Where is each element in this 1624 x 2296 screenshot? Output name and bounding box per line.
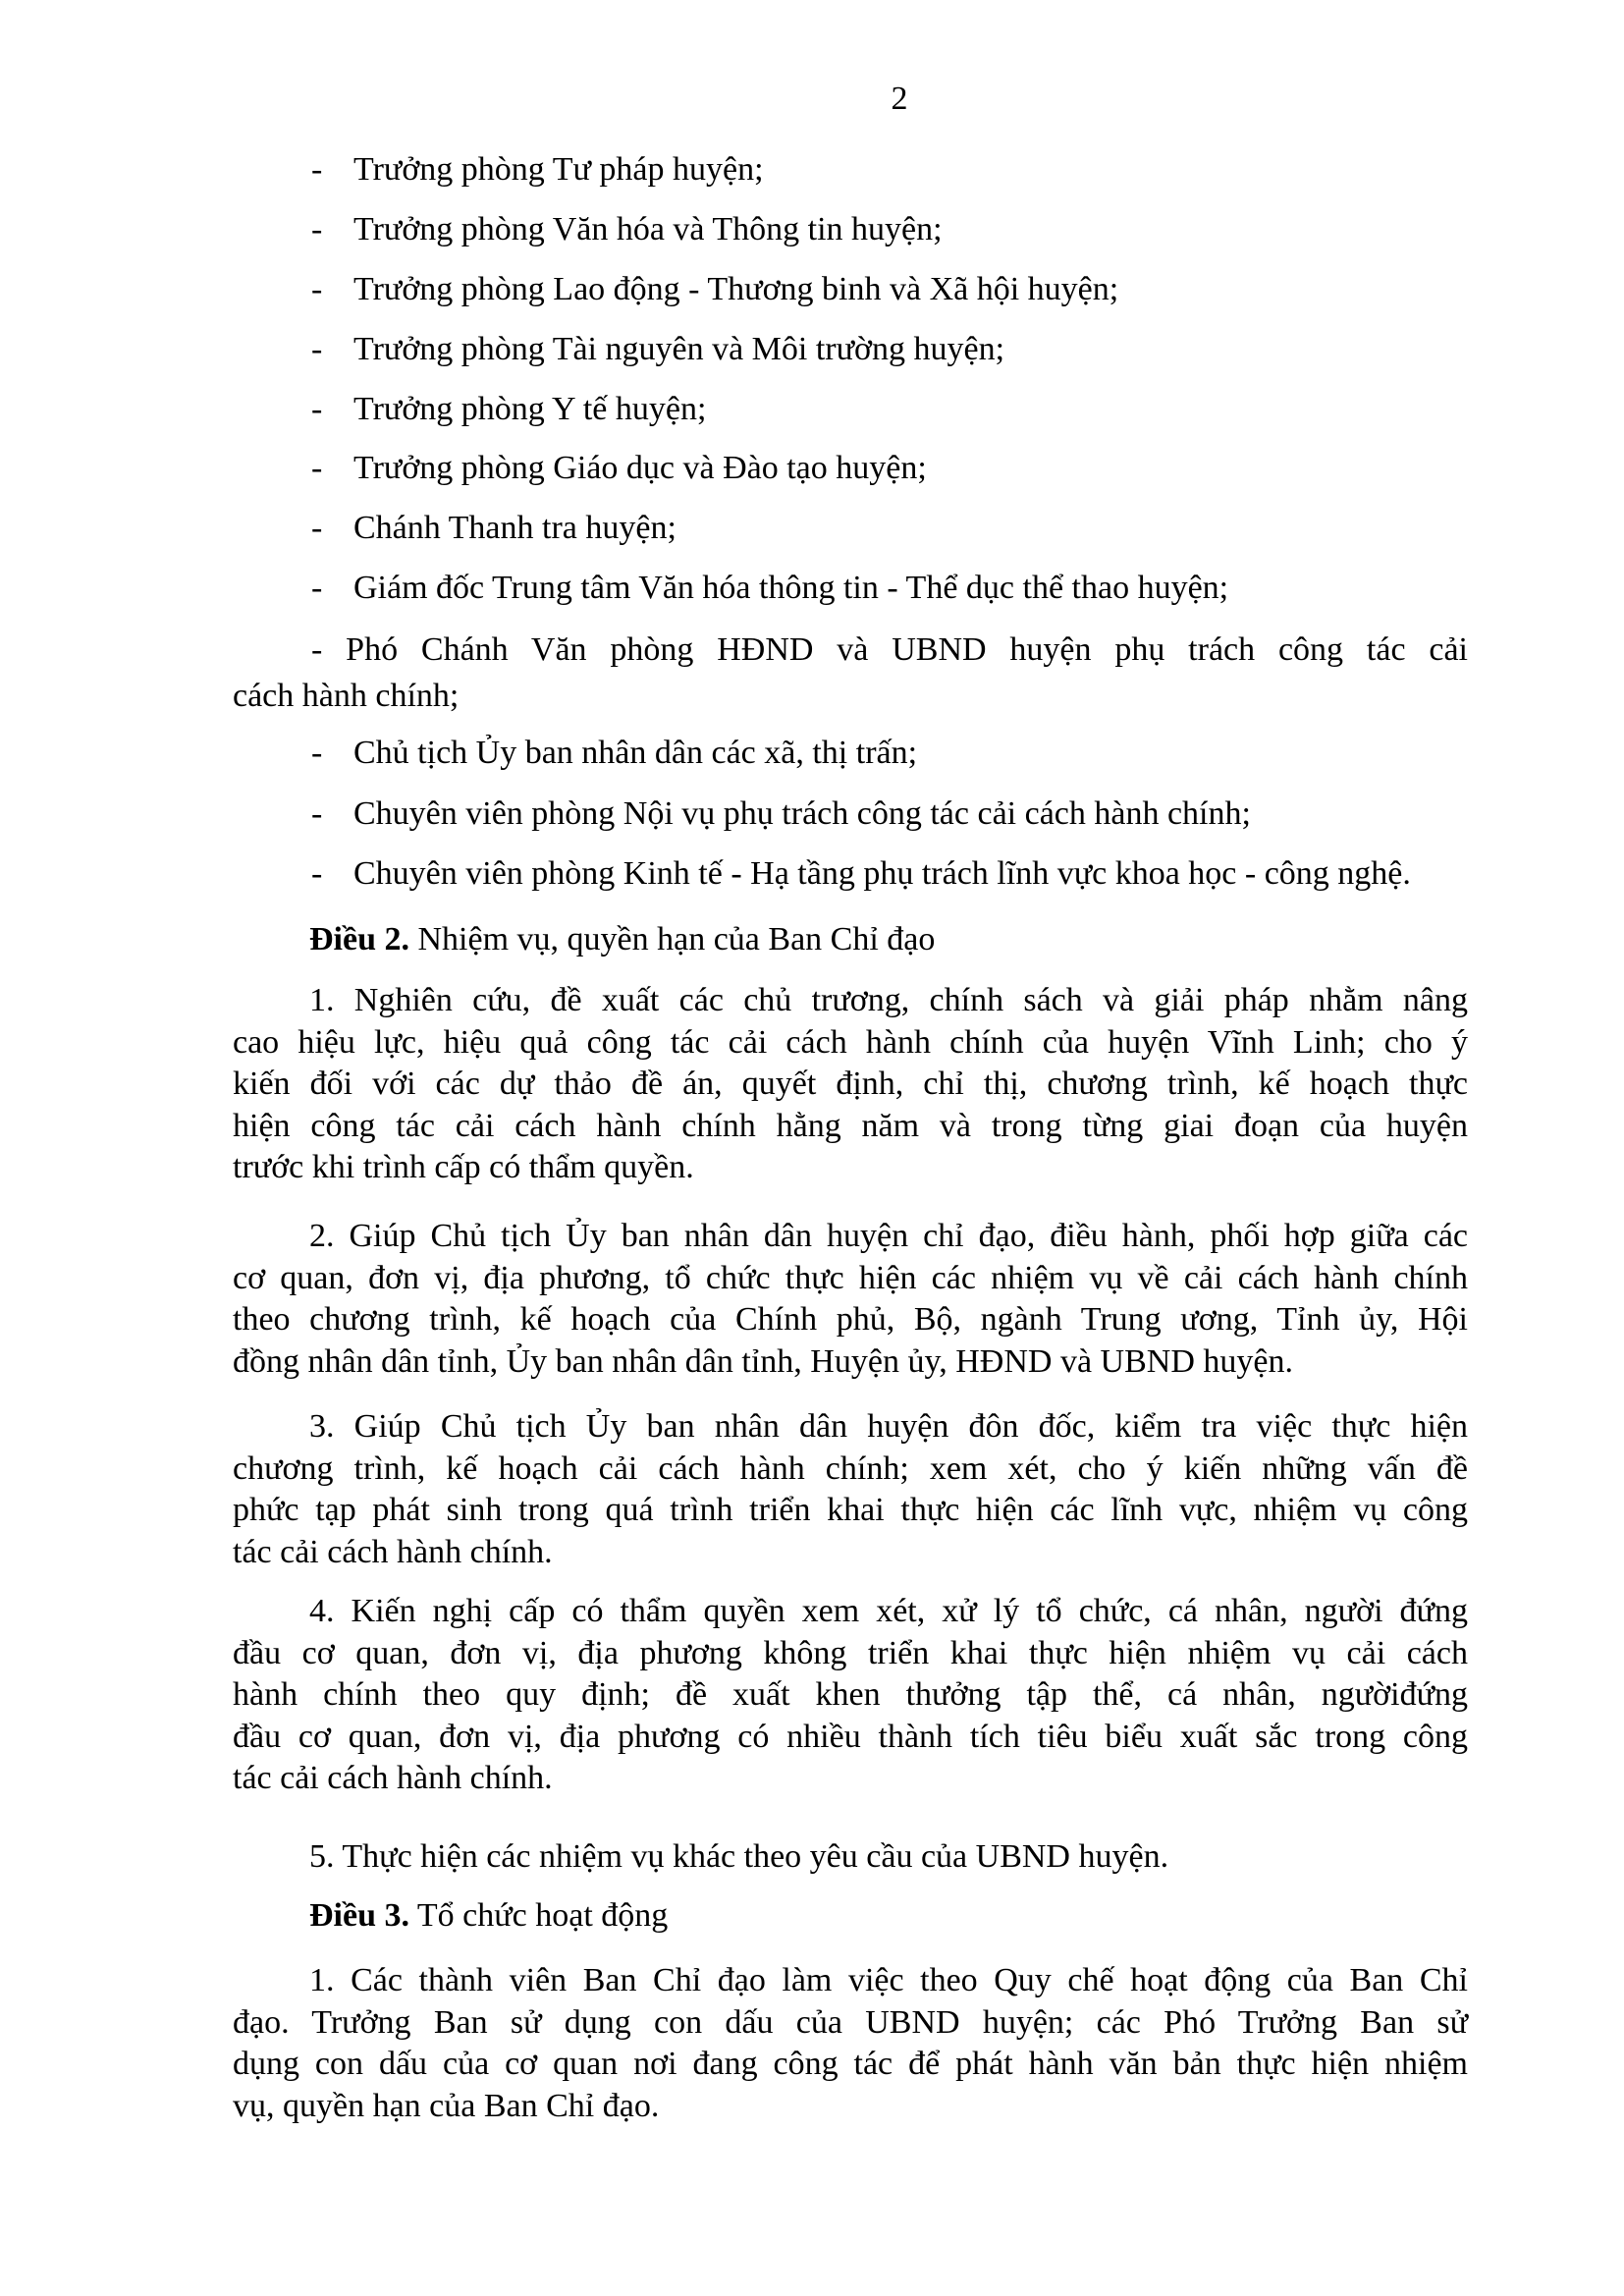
bullet-dash: - bbox=[311, 735, 323, 771]
paragraph-line: đầu cơ quan, đơn vị, địa phương có nhiều thành tích tiêu biểu xuất sắc trong công bbox=[233, 1718, 1468, 1755]
paragraph-line: đầu cơ quan, đơn vị, địa phương không triển khai thực hiện nhiệm vụ cải cách bbox=[233, 1634, 1468, 1671]
member-item-wrapped bbox=[233, 627, 1468, 719]
paragraph-line: 4. Kiến nghị cấp có thẩm quyền xem xét, xử lý tổ chức, cá nhân, người đứng bbox=[309, 1593, 1468, 1629]
bullet-dash: - bbox=[311, 570, 323, 606]
member-text: Chuyên viên phòng Kinh tế - Hạ tầng phụ trách lĩnh vực khoa học - công nghệ. bbox=[353, 855, 1411, 892]
article-3-title: Tổ chức hoạt động bbox=[409, 1897, 669, 1934]
member-text: Trưởng phòng Tài nguyên và Môi trường huyện; bbox=[353, 331, 1005, 367]
article-2-paragraph-4 bbox=[233, 1591, 1468, 1800]
bullet-dash: - bbox=[311, 795, 323, 832]
member-item bbox=[311, 733, 917, 774]
article-3-paragraph-1 bbox=[233, 1960, 1468, 2127]
member-line: cách hành chính; bbox=[233, 678, 460, 714]
bullet-dash: - bbox=[311, 211, 323, 247]
paragraph-line: cơ quan, đơn vị, địa phương, tổ chức thực hiện các nhiệm vụ về cải cách hành chính bbox=[233, 1259, 1468, 1296]
member-item bbox=[311, 269, 1118, 310]
member-text: Chánh Thanh tra huyện; bbox=[353, 510, 677, 546]
member-item bbox=[311, 508, 677, 549]
member-text: Giám đốc Trung tâm Văn hóa thông tin - Thể dục thể thao huyện; bbox=[353, 570, 1229, 606]
paragraph-line: 1. Các thành viên Ban Chỉ đạo làm việc theo Quy chế hoạt động của Ban Chỉ bbox=[309, 1962, 1468, 1998]
article-3-heading bbox=[309, 1895, 668, 1937]
paragraph-line: tác cải cách hành chính. bbox=[233, 1760, 553, 1796]
paragraph-line: 5. Thực hiện các nhiệm vụ khác theo yêu cầu của UBND huyện. bbox=[309, 1838, 1169, 1875]
article-2-heading bbox=[309, 919, 935, 960]
paragraph-line: chương trình, kế hoạch cải cách hành chính; xem xét, cho ý kiến những vấn đề bbox=[233, 1449, 1468, 1487]
member-line: - Phó Chánh Văn phòng HĐND và UBND huyện phụ trách công tác cải bbox=[311, 631, 1468, 668]
article-2-paragraph-3 bbox=[233, 1406, 1468, 1573]
bullet-dash: - bbox=[311, 331, 323, 367]
paragraph-line: đồng nhân dân tỉnh, Ủy ban nhân dân tỉnh, Huyện ủy, HĐND và UBND huyện. bbox=[233, 1342, 1293, 1380]
paragraph-line: kiến đối với các dự thảo đề án, quyết định, chỉ thị, chương trình, kế hoạch thực bbox=[233, 1066, 1468, 1102]
member-text: Trưởng phòng Lao động - Thương binh và Xã hội huyện; bbox=[353, 271, 1119, 307]
article-2-paragraph-5 bbox=[233, 1836, 1468, 1879]
article-2-paragraph-2 bbox=[233, 1216, 1468, 1383]
paragraph-line: vụ, quyền hạn của Ban Chỉ đạo. bbox=[233, 2087, 660, 2124]
member-text: Chủ tịch Ủy ban nhân dân các xã, thị trấn; bbox=[353, 735, 918, 771]
paragraph-line: 3. Giúp Chủ tịch Ủy ban nhân dân huyện đôn đốc, kiểm tra việc thực hiện bbox=[309, 1408, 1468, 1445]
article-2-paragraph-1 bbox=[233, 980, 1468, 1189]
paragraph-line: đạo. Trưởng Ban sử dụng con dấu của UBND huyện; các Phó Trưởng Ban sử bbox=[233, 2003, 1468, 2041]
member-item bbox=[311, 329, 1004, 370]
paragraph-line: hiện công tác cải cách hành chính hằng năm và trong từng giai đoạn của huyện bbox=[233, 1107, 1468, 1144]
member-text: Trưởng phòng Tư pháp huyện; bbox=[353, 151, 764, 188]
paragraph-line: 2. Giúp Chủ tịch Ủy ban nhân dân huyện chỉ đạo, điều hành, phối hợp giữa các bbox=[309, 1218, 1468, 1254]
paragraph-line: theo chương trình, kế hoạch của Chính phủ, Bộ, ngành Trung ương, Tỉnh ủy, Hội bbox=[233, 1301, 1468, 1338]
member-item bbox=[311, 389, 706, 430]
member-item bbox=[311, 793, 1251, 835]
paragraph-line: phức tạp phát sinh trong quá trình triển khai thực hiện các lĩnh vực, nhiệm vụ công bbox=[233, 1492, 1468, 1528]
member-text: Trưởng phòng Giáo dục và Đào tạo huyện; bbox=[353, 450, 927, 486]
member-item bbox=[311, 853, 1411, 895]
member-item bbox=[311, 149, 764, 191]
bullet-dash: - bbox=[311, 450, 323, 486]
member-item bbox=[311, 209, 943, 250]
bullet-dash: - bbox=[311, 151, 323, 188]
paragraph-line: tác cải cách hành chính. bbox=[233, 1533, 553, 1570]
paragraph-line: 1. Nghiên cứu, đề xuất các chủ trương, chính sách và giải pháp nhằm nâng bbox=[309, 982, 1468, 1018]
paragraph-line: cao hiệu lực, hiệu quả công tác cải cách hành chính của huyện Vĩnh Linh; cho ý bbox=[233, 1023, 1468, 1061]
article-2-title: Nhiệm vụ, quyền hạn của Ban Chỉ đạo bbox=[409, 921, 936, 957]
paragraph-line: hành chính theo quy định; đề xuất khen thưởng tập thể, cá nhân, ngườiđứng bbox=[233, 1676, 1468, 1713]
bullet-dash: - bbox=[311, 271, 323, 307]
article-3-label: Điều 3. bbox=[309, 1897, 409, 1934]
page-number: 2 bbox=[891, 81, 908, 117]
paragraph-line: trước khi trình cấp có thẩm quyền. bbox=[233, 1149, 694, 1185]
bullet-dash: - bbox=[311, 510, 323, 546]
member-item bbox=[311, 448, 927, 489]
paragraph-line: dụng con dấu của cơ quan nơi đang công tác để phát hành văn bản thực hiện nhiệm bbox=[233, 2046, 1468, 2082]
member-text: Trưởng phòng Y tế huyện; bbox=[353, 391, 707, 427]
article-2-label: Điều 2. bbox=[309, 921, 409, 957]
member-text: Chuyên viên phòng Nội vụ phụ trách công tác cải cách hành chính; bbox=[353, 795, 1251, 832]
bullet-dash: - bbox=[311, 391, 323, 427]
member-text: Trưởng phòng Văn hóa và Thông tin huyện; bbox=[353, 211, 943, 247]
bullet-dash: - bbox=[311, 855, 323, 892]
member-item bbox=[311, 568, 1228, 609]
